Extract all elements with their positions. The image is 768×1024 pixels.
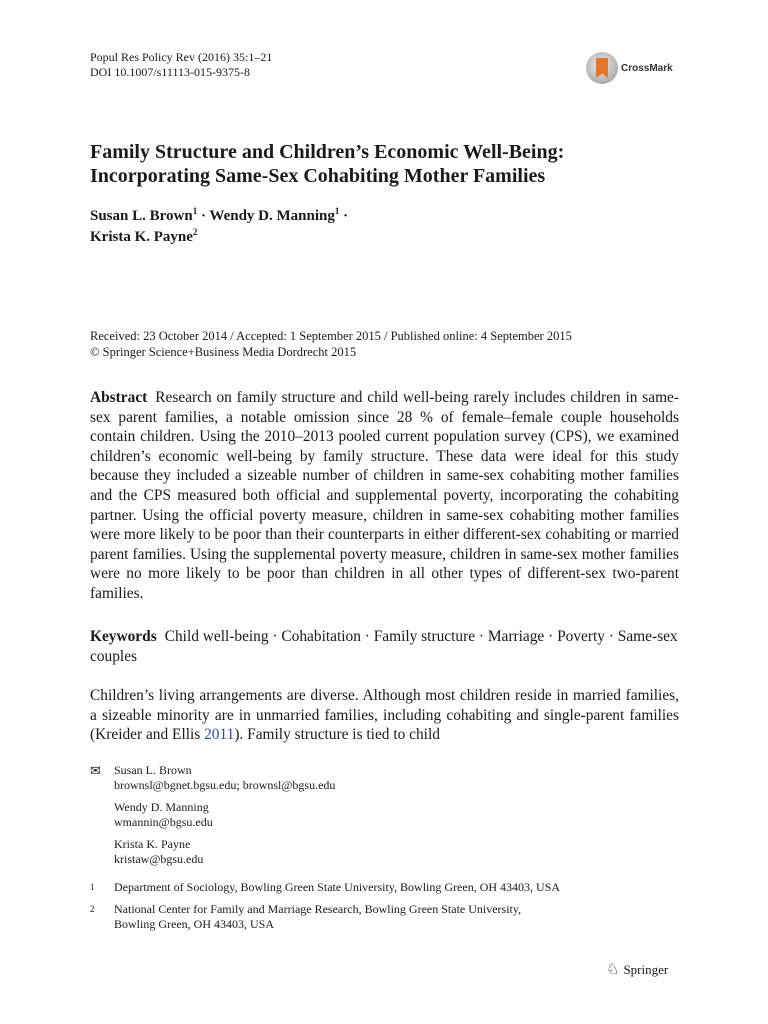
author-name: Susan L. Brown (90, 208, 193, 224)
affiliation-text-cont: Bowling Green, OH 43403, USA (114, 917, 274, 931)
crossmark-label: CrossMark (621, 62, 673, 74)
affiliation-text: Department of Sociology, Bowling Green State University, Bowling Green, OH 43403, USA (114, 880, 561, 894)
contact-email[interactable]: wmannin@bgsu.edu (114, 815, 213, 829)
affiliation-text: National Center for Family and Marriage Research, Bowling Green State University, (114, 902, 522, 916)
affiliation-mark: 2 (90, 904, 95, 914)
contact-name: Susan L. Brown (114, 763, 192, 777)
title-line-2: Incorporating Same-Sex Cohabiting Mother Families (90, 165, 546, 187)
article-title (90, 140, 564, 188)
contact-name: Wendy D. Manning (114, 800, 209, 814)
author-name: Wendy D. Manning (209, 208, 335, 224)
title-line-1: Family Structure and Children’s Economic Well-Being: (90, 141, 565, 163)
contact-email[interactable]: kristaw@bgsu.edu (114, 852, 204, 866)
contact-block (90, 763, 690, 867)
abstract-label: Abstract (90, 389, 148, 406)
publication-dates (90, 328, 572, 360)
crossmark-icon (586, 52, 618, 84)
contact-entry (114, 763, 690, 793)
author-separator: · (197, 208, 210, 224)
affiliations (90, 880, 690, 932)
contact-entry (114, 800, 690, 830)
publisher-name: Springer (623, 961, 669, 977)
author-affil-mark: 1 (192, 206, 198, 216)
affiliation-mark: 1 (90, 882, 95, 892)
contact-email[interactable]: brownsl@bgnet.bgsu.edu; brownsl@bgsu.edu (114, 778, 336, 792)
springer-horse-icon: ♘ (606, 962, 620, 978)
citation-link[interactable]: 2011 (204, 726, 235, 744)
keywords-text: Child well-being · Cohabitation · Family structure · Marriage · Poverty · Same-sex couples (90, 628, 678, 665)
intro-text: Children’s living arrangements are diverse. Although most children reside in married families, a sizeable minority are in unmarried families, including cohabiting and single-parent families (Kreider and Ellis (90, 687, 679, 744)
author-affil-mark: 2 (192, 227, 198, 237)
affiliation-item (90, 902, 690, 932)
intro-text-cont: ). Family structure is tied to child (234, 726, 440, 744)
journal-citation: Popul Res Policy Rev (2016) 35:1–21 (90, 50, 273, 64)
abstract (90, 388, 679, 604)
copyright: © Springer Science+Business Media Dordrecht 2015 (90, 345, 357, 359)
abstract-text: Research on family structure and child well-being rarely includes children in same-sex parent families, a notable omission since 28 % of female–female couple households contain children. Using the 2010–2013 pooled current population survey (CPS), we examined children’s economic well-being by family structure. These data were ideal for this study because they included a sizeable number of children in same-sex cohabiting mother families and the CPS measured both official and supplemental poverty, incorporating the cohabiting partner. Using the official poverty measure, children in same-sex cohabiting mother families were more likely to be poor than their counterparts in either different-sex cohabiting or married parent families. Using the supplemental poverty measure, children in same-sex mother families were no more likely to be poor than children in all other types of different-sex two-parent families. (90, 389, 679, 602)
envelope-icon: ✉ (90, 763, 101, 778)
journal-header (90, 50, 272, 80)
intro-paragraph (90, 686, 679, 745)
keywords (90, 627, 679, 666)
author-separator: · (339, 208, 349, 224)
contact-name: Krista K. Payne (114, 837, 191, 851)
author-name: Krista K. Payne (90, 229, 193, 245)
keywords-label: Keywords (90, 628, 157, 645)
contact-entry (114, 837, 690, 867)
author-affil-mark: 1 (334, 206, 340, 216)
publisher-logo (606, 960, 668, 979)
crossmark-badge[interactable] (586, 52, 673, 84)
affiliation-item (90, 880, 690, 895)
dates-line: Received: 23 October 2014 / Accepted: 1 September 2015 / Published online: 4 September 2015 (90, 329, 572, 343)
doi: DOI 10.1007/s11113-015-9375-8 (90, 65, 250, 79)
author-list (90, 206, 348, 248)
